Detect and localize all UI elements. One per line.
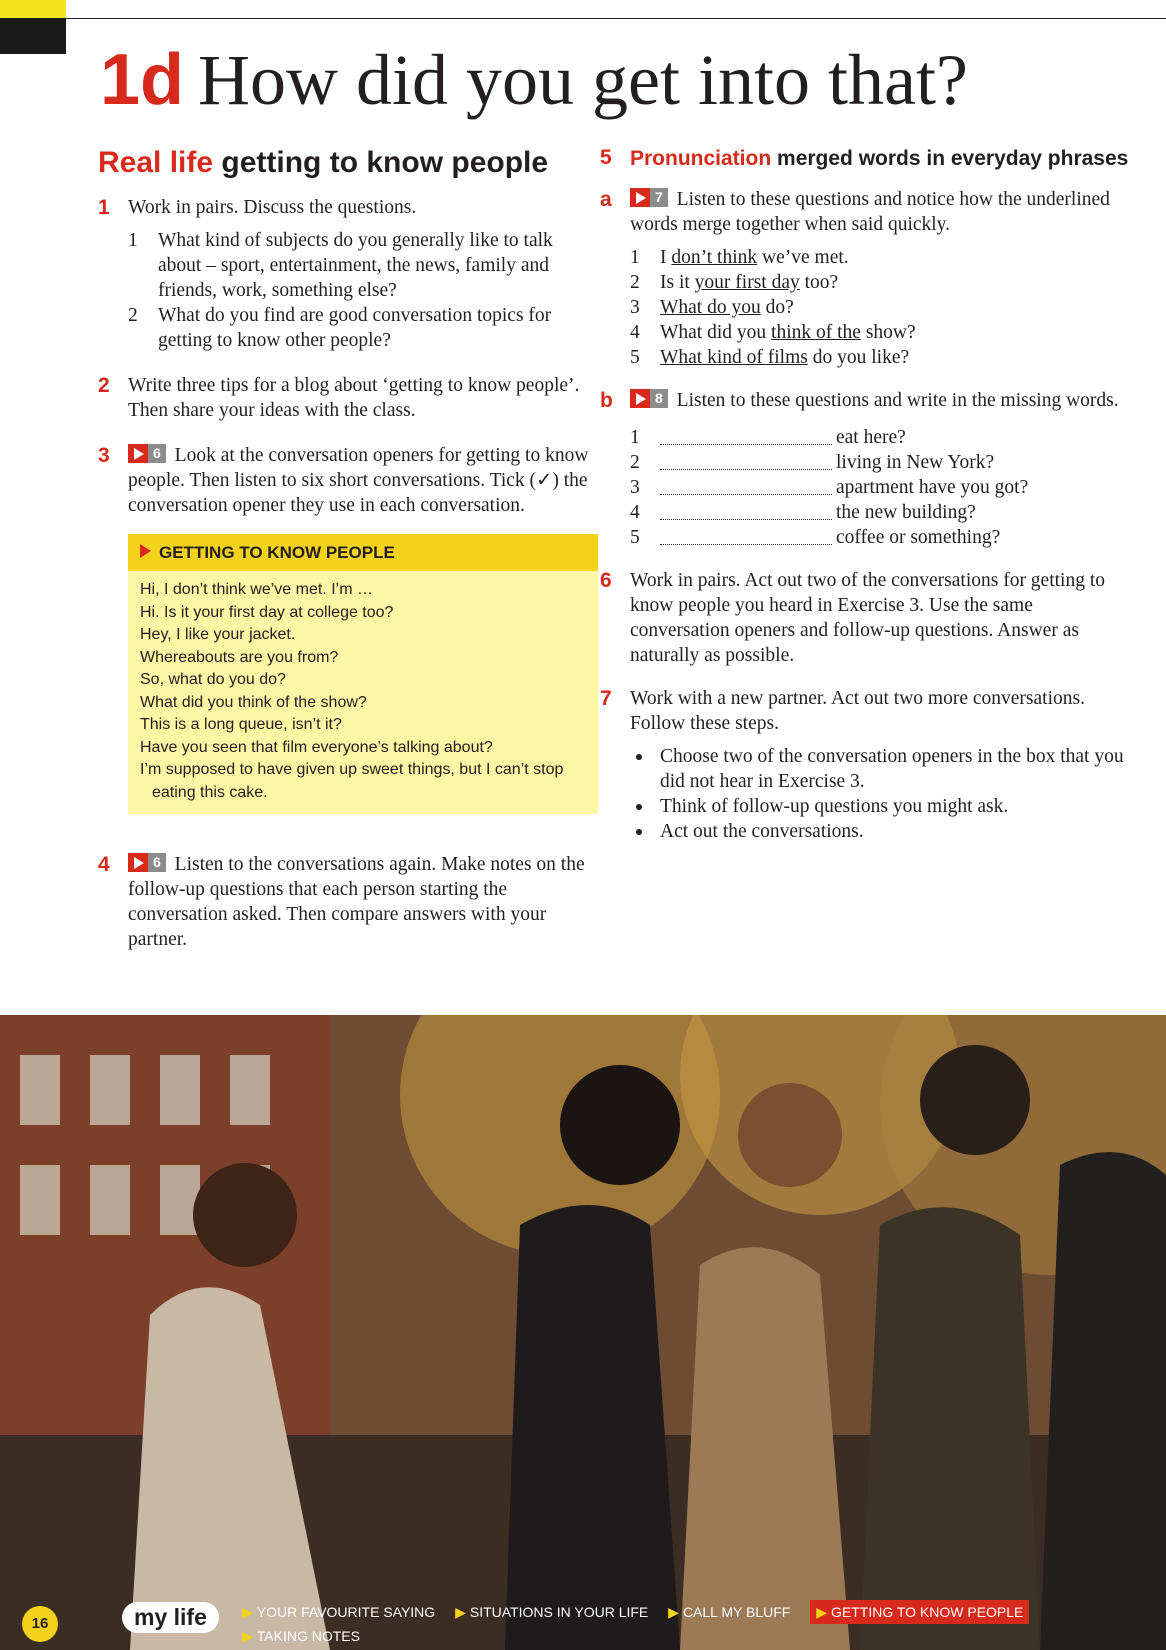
exercise-7-steps [630, 744, 1130, 844]
exercise-5b [600, 388, 1130, 550]
arrow-icon: ▶ [816, 1604, 827, 1620]
list-item [128, 228, 598, 303]
left-column [98, 145, 598, 966]
section-heading [98, 145, 598, 181]
item-number: 2 [630, 272, 640, 293]
item-text: apartment have you got? [836, 477, 1029, 498]
phrase-item: Hi. Is it your first day at college too? [140, 603, 394, 621]
footer-item-label: GETTING TO KNOW PEOPLE [830, 1604, 1024, 1620]
top-rule [66, 18, 1166, 19]
list-item [630, 500, 1130, 525]
play-icon [630, 188, 650, 207]
exercise-3 [98, 443, 598, 518]
item-text: What do you find are good conversation topics for getting to know other people? [158, 305, 552, 351]
track-number: 6 [148, 853, 166, 872]
pronunciation-heading-black: merged words in everyday phrases [777, 147, 1129, 170]
item-text: too? [799, 272, 839, 293]
exercise-instruction: Work in pairs. Discuss the questions. [128, 197, 417, 218]
section-heading-black: getting to know people [221, 146, 549, 179]
underlined-words: What do you [660, 297, 761, 318]
exercise-5b-gaps [630, 425, 1130, 550]
item-number: 1 [128, 230, 138, 251]
phrase-item: Have you seen that film everyone’s talking about? [140, 738, 493, 756]
item-text: we’ve met. [757, 247, 849, 268]
footer-item-label: YOUR FAVOURITE SAYING [256, 1604, 436, 1620]
footer-item-active[interactable] [810, 1600, 1029, 1624]
item-number: 4 [630, 502, 640, 523]
item-number: 1 [630, 247, 640, 268]
exercise-instruction: Write three tips for a blog about ‘getting to know people’. Then share your ideas with the class. [128, 375, 580, 421]
gap-blank[interactable] [660, 527, 832, 545]
item-number: 3 [630, 477, 640, 498]
instruction-text: Listen to these questions and write in the missing words. [676, 390, 1119, 411]
phrase-item: Hi, I don’t think we’ve met. I’m … [140, 581, 373, 598]
corner-block [0, 0, 66, 54]
play-arrow-icon [140, 544, 151, 558]
list-item [630, 345, 1130, 370]
item-number: 5 [630, 347, 640, 368]
play-icon [128, 444, 148, 463]
audio-track-button[interactable] [128, 853, 166, 872]
exercise-2 [98, 373, 598, 423]
exercise-1 [98, 195, 598, 353]
instruction-text: Look at the conversation openers for getting to know people. Then listen to six short conversations. Tick (✓) the conversation opener they use in each conversation. [128, 445, 589, 516]
item-text: I [660, 247, 672, 268]
exercise-instruction [128, 443, 598, 518]
footer-item[interactable] [668, 1600, 790, 1624]
section-heading-red: Real life [98, 146, 214, 179]
track-number: 7 [650, 188, 668, 207]
arrow-icon: ▶ [242, 1604, 253, 1620]
underlined-words: your first day [694, 272, 800, 293]
arrow-icon: ▶ [242, 1628, 253, 1644]
exercise-4 [98, 852, 598, 952]
exercise-instruction [128, 852, 598, 952]
gap-blank[interactable] [660, 477, 832, 495]
bullet-item: Choose two of the conversation openers in the box that you did not hear in Exercise 3. [630, 744, 1130, 794]
exercise-number: 5 [600, 146, 612, 169]
item-number: 1 [630, 427, 640, 448]
item-number: 5 [630, 527, 640, 548]
item-text: eat here? [836, 427, 906, 448]
exercise-number: 6 [600, 569, 612, 592]
underlined-words: What kind of films [660, 347, 808, 368]
item-number: 3 [630, 297, 640, 318]
exercise-6 [600, 568, 1130, 668]
item-text: Is it [660, 272, 695, 293]
phrase-list [128, 571, 598, 814]
exercise-letter: a [600, 188, 612, 211]
exercise-5 [600, 145, 1130, 173]
play-icon [630, 389, 650, 408]
exercise-7 [600, 686, 1130, 844]
arrow-icon: ▶ [668, 1604, 679, 1620]
list-item [630, 295, 1130, 320]
exercise-instruction: Work in pairs. Act out two of the conversations for getting to know people you heard in Exercise 3. Use the same conversation openers and follow-up questions. Answer as naturally as possible. [630, 570, 1106, 666]
list-item [128, 303, 598, 353]
item-text: do you like? [807, 347, 910, 368]
phrase-box-header [128, 534, 598, 571]
list-item [630, 475, 1130, 500]
arrow-icon: ▶ [455, 1604, 466, 1620]
footer-item-label: SITUATIONS IN YOUR LIFE [469, 1604, 649, 1620]
phrase-item: Whereabouts are you from? [140, 648, 339, 666]
exercise-number: 3 [98, 444, 110, 467]
my-life-badge: my life [122, 1602, 219, 1633]
item-text: do? [760, 297, 794, 318]
page-title [100, 40, 968, 120]
footer-nav [242, 1600, 1122, 1648]
instruction-text: Listen to the conversations again. Make notes on the follow-up questions that each person starting the conversation asked. Then compare answers with your partner. [128, 854, 585, 950]
exercise-1-questions [128, 228, 598, 353]
exercise-5a [600, 187, 1130, 370]
list-item [630, 270, 1130, 295]
pronunciation-heading [630, 145, 1130, 173]
exercise-number: 4 [98, 853, 110, 876]
title-text: How did you get into that? [198, 40, 968, 120]
exercise-number: 7 [600, 687, 612, 710]
phrase-box-title: GETTING TO KNOW PEOPLE [159, 543, 395, 562]
item-text: the new building? [836, 502, 976, 523]
pronunciation-heading-red: Pronunciation [630, 147, 772, 170]
list-item [630, 525, 1130, 550]
list-item [630, 450, 1130, 475]
exercise-number: 2 [98, 374, 110, 397]
gap-blank[interactable] [660, 502, 832, 520]
audio-track-button[interactable] [630, 389, 668, 408]
people-photo [0, 1015, 1166, 1650]
track-number: 6 [148, 444, 166, 463]
item-text: show? [860, 322, 916, 343]
track-number: 8 [650, 389, 668, 408]
gap-blank[interactable] [660, 452, 832, 470]
bullet-item: Act out the conversations. [630, 819, 1130, 844]
bullet-item: Think of follow-up questions you might ask. [630, 794, 1130, 819]
underlined-words: think of the [771, 322, 861, 343]
phrase-item: What did you think of the show? [140, 693, 367, 711]
underlined-words: don’t think [671, 247, 758, 268]
phrase-item: So, what do you do? [140, 671, 286, 688]
play-icon [128, 853, 148, 872]
photo-illustration [0, 1015, 1166, 1650]
instruction-text: Listen to these questions and notice how the underlined words merge together when said quickly. [630, 189, 1110, 235]
footer-item[interactable] [242, 1600, 435, 1624]
exercise-instruction [630, 388, 1130, 413]
item-number: 2 [128, 305, 138, 326]
footer-item-label: TAKING NOTES [256, 1628, 360, 1644]
item-number: 4 [630, 322, 640, 343]
audio-track-button[interactable] [630, 188, 668, 207]
item-text: What did you [660, 322, 772, 343]
exercise-letter: b [600, 389, 613, 412]
exercise-instruction [630, 187, 1130, 237]
footer-item[interactable] [242, 1624, 360, 1648]
footer-bar [0, 1590, 1166, 1650]
list-item [630, 425, 1130, 450]
corner-yellow-strip [0, 0, 66, 18]
exercise-5a-sentences [630, 245, 1130, 370]
item-number: 2 [630, 452, 640, 473]
phrase-box [128, 534, 598, 814]
phrase-item: Hey, I like your jacket. [140, 626, 296, 643]
page-number: 16 [22, 1606, 58, 1642]
item-text: living in New York? [836, 452, 995, 473]
list-item [630, 245, 1130, 270]
lesson-number: 1d [100, 40, 185, 120]
item-text: coffee or something? [836, 527, 1001, 548]
exercise-number: 1 [98, 196, 110, 219]
exercise-instruction: Work with a new partner. Act out two more conversations. Follow these steps. [630, 688, 1085, 734]
footer-item-label: CALL MY BLUFF [682, 1604, 791, 1620]
audio-track-button[interactable] [128, 444, 166, 463]
gap-blank[interactable] [660, 427, 832, 445]
phrase-item: I’m supposed to have given up sweet things, but I can’t stop eating this cake. [140, 761, 564, 801]
footer-item[interactable] [455, 1600, 648, 1624]
item-text: What kind of subjects do you generally like to talk about – sport, entertainment, the news, family and friends, work, something else? [158, 230, 553, 301]
phrase-item: This is a long queue, isn’t it? [140, 716, 342, 733]
right-column [600, 145, 1130, 858]
list-item [630, 320, 1130, 345]
